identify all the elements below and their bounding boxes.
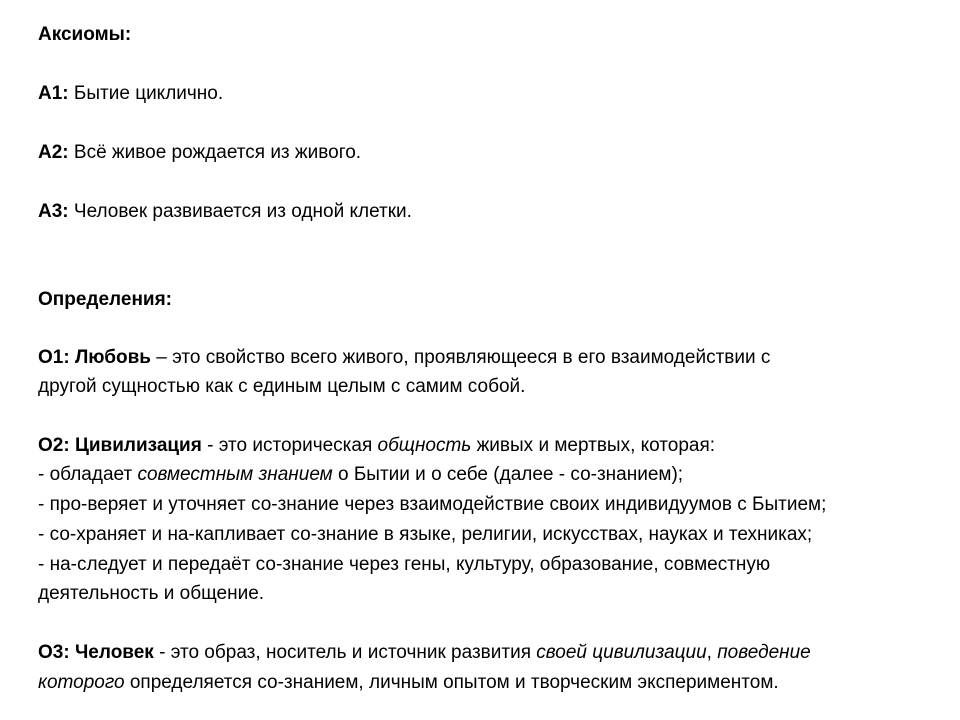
definition-o2-bullet-4-cont <box>38 583 264 605</box>
axioms-heading <box>38 24 131 46</box>
definition-o1-line1 <box>38 347 770 369</box>
definition-emphasis: поведение <box>717 642 811 663</box>
definition-text: определяется со-знанием, личным опытом и творческим экспериментом. <box>124 672 779 693</box>
definitions-heading-text: Определения: <box>38 289 173 310</box>
definition-o2-bullet-1 <box>38 464 683 486</box>
axiom-text: Бытие циклично. <box>68 83 224 104</box>
definition-o2-intro <box>38 435 715 457</box>
bullet-emphasis: совместным знанием <box>137 464 333 485</box>
axiom-label: А3: <box>38 201 69 222</box>
definition-text: , <box>706 642 718 663</box>
axioms-heading-text: Аксиомы: <box>38 24 132 45</box>
definition-label: О1: Любовь <box>38 347 151 368</box>
definition-o2-bullet-2 <box>38 494 826 516</box>
bullet-text: о Бытии и о себе (далее - со-знанием); <box>332 464 684 485</box>
definition-emphasis: которого <box>38 672 125 693</box>
bullet-text: - про-веряет и уточняет со-знание через взаимодействие своих индивидуумов с Бытием; <box>38 494 827 515</box>
axiom-a3 <box>38 201 412 223</box>
definition-text: другой сущностью как с единым целым с самим собой. <box>38 376 526 397</box>
definition-text: – это свойство всего живого, проявляющееся в его взаимодействии с <box>150 347 771 368</box>
axiom-text: Человек развивается из одной клетки. <box>68 201 412 222</box>
axiom-label: А2: <box>38 142 69 163</box>
axiom-a2 <box>38 142 361 164</box>
definition-label: О3: Человек <box>38 642 154 663</box>
definition-text: - это историческая <box>201 435 378 456</box>
definition-o1-line2 <box>38 376 525 398</box>
axiom-a1 <box>38 83 223 105</box>
bullet-text: - со-храняет и на-капливает со-знание в языке, религии, искусствах, науках и техниках; <box>38 524 813 545</box>
definition-emphasis: своей цивилизации <box>536 642 707 663</box>
definition-o2-bullet-3 <box>38 524 812 546</box>
definition-text: - это образ, носитель и источник развития <box>153 642 537 663</box>
definition-emphasis: общность <box>377 435 472 456</box>
axiom-text: Всё живое рождается из живого. <box>68 142 362 163</box>
bullet-text: - обладает <box>38 464 138 485</box>
bullet-text: - на-следует и передаёт со-знание через гены, культуру, образование, совместную <box>38 554 771 575</box>
definition-label: О2: Цивилизация <box>38 435 202 456</box>
definitions-heading <box>38 289 172 311</box>
definition-o2-bullet-4 <box>38 554 770 576</box>
definition-o3-line1 <box>38 642 811 664</box>
bullet-text: деятельность и общение. <box>38 583 265 604</box>
definition-text: живых и мертвых, которая: <box>471 435 716 456</box>
axiom-label: А1: <box>38 83 69 104</box>
definition-o3-line2 <box>38 672 779 694</box>
